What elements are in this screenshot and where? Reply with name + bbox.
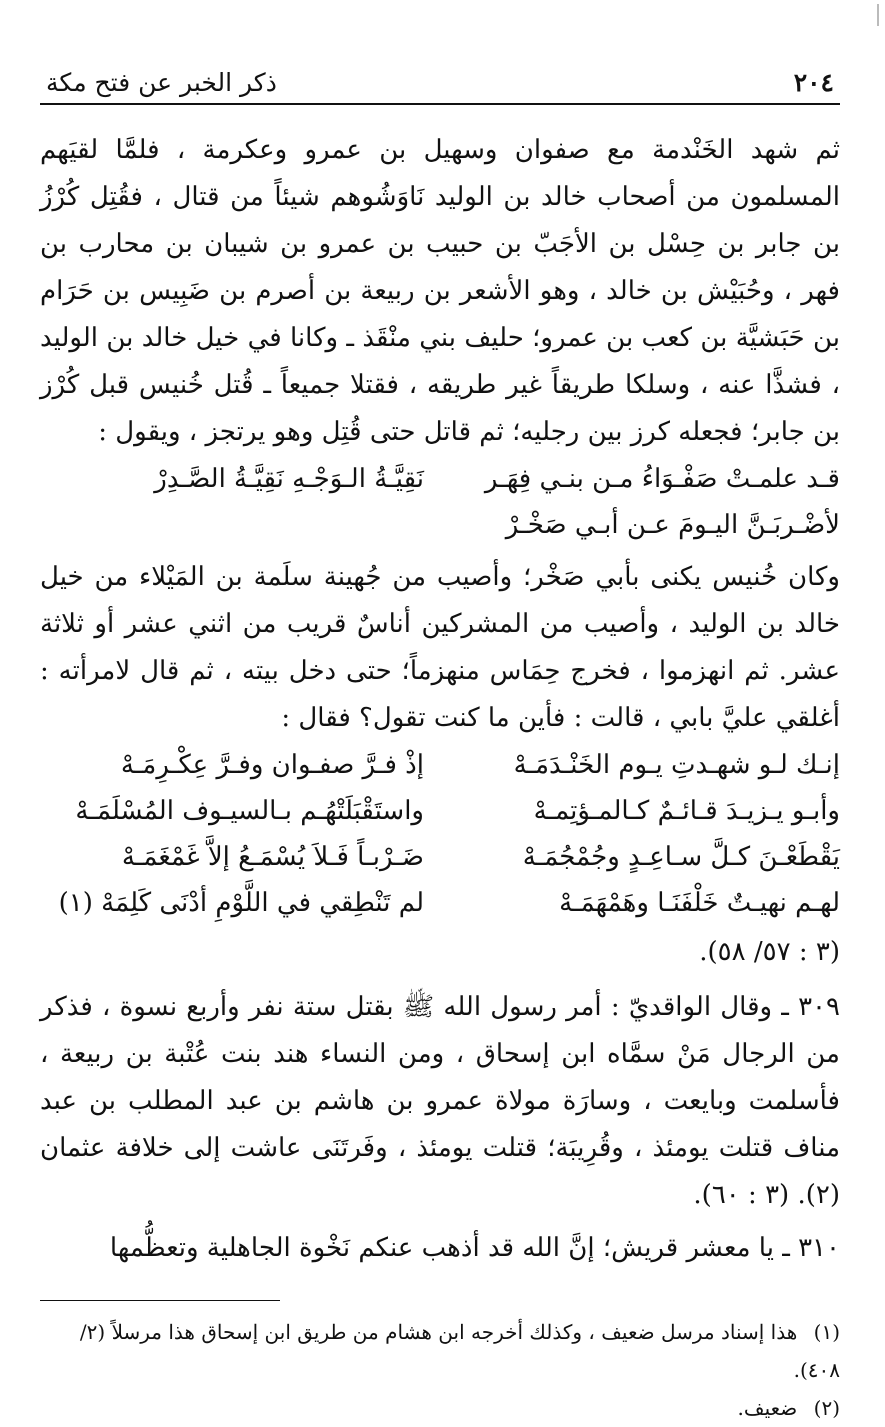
page-number: ٢٠٤ [793,68,834,97]
poem-hemistich: ضَـرْبـاً فَـلاَ يُسْمَـعُ إلاَّ غَمْغَمَـهْ [121,842,424,872]
running-title: ذكر الخبر عن فتح مكة [46,68,277,97]
poem-line [40,788,840,834]
paragraph-309: ٣٠٩ ـ وقال الواقديّ : أمر رسول الله ﷺ بقتل ستة نفر وأربع نسوة ، فذكر من الرجال مَنْ سمَّاه ابن إسحاق ، ومن النساء هند بنت عُتْبة بن ربيعة ، فأسلمت وبايعت ، وسارَة مولاة عمرو بن هاشم بن عبد المطلب بن عبد مناف قتلت يومئذ ، وقُرِيبَة؛ قتلت يومئذ ، وفَرتَنَى عاشت إلى خلافة عثمان (٢). (٣ : ٦٠). [40,992,840,1210]
book-page [40,68,840,1427]
footnote-text: ضعيف. [737,1396,798,1420]
footnote-item [40,1389,840,1427]
page-header [40,68,840,105]
poem-hemistich: لهـم نهيـتٌ خَلْفَنَـا وهَمْهَمَـهْ [559,888,840,918]
paragraph-khunais: وكان خُنيس يكنى بأبي صَخْر؛ وأصيب من جُهينة سلَمة بن المَيْلاء من خيل خالد بن الوليد ، وأصيب من المشركين أناسٌ قريب من اثني عشر أو ثلاثة عشر. ثم انهزموا ، فخرج حِمَاس منهزماً؛ حتى دخل بيته ، ثم قال لامرأته : أغلقي عليَّ بابي ، قالت : فأين ما كنت تقول؟ فقال : [40,562,840,733]
poem-line [40,880,840,926]
citation-reference: (٣ : ٥٧/ ٥٨). [699,937,840,967]
footnotes [40,1313,840,1427]
footnote-number: (٢) [813,1396,840,1420]
verse-hemistich: قـد علمـتْ صَفْـوَاءُ مـن بنـي فِهَـر [484,464,840,494]
poem-hemistich: واستَقْبَلَتْهُـم بـالسيـوف المُسْلَمَـهْ [75,796,424,826]
verse-rajaz [40,456,840,548]
verse-line [40,456,840,502]
poem-line [40,742,840,788]
page-edge-mark [877,4,879,26]
verse-hemistich: نَقِيَّـةُ الـوَجْـهِ نَقِيَّـةُ الصَّـدِرْ [154,464,424,494]
footnote-text: هذا إسناد مرسل ضعيف ، وكذلك أخرجه ابن هشام من طريق ابن إسحاق هذا مرسلاً (٢/ ٤٠٨). [79,1320,840,1382]
footnote-item [40,1313,840,1389]
verse-line: لأضْـربَـنَّ اليـومَ عـن أبـي صَخْـرْ [505,510,840,540]
paragraph-khandama: ثم شهد الخَنْدمة مع صفوان وسهيل بن عمرو وعكرمة ، فلمَّا لقيَهم المسلمون من أصحاب خالد بن الوليد نَاوَشُوهم شيئاً من قتال ، فقُتِل كُرْزُ بن جابر بن حِسْل بن الأجَبّ بن حبيب بن عمرو بن شيبان بن محارب بن فهر ، وحُبَيْش بن خالد ، وهو الأشعر بن ربيعة بن أصرم بن ضَبِيس بن حَرَام بن حَبَشيَّة بن كعب بن عمرو؛ حليف بني منْقَذ ـ وكانا في خيل خالد بن الوليد ، فشذَّا عنه ، وسلكا طريقاً غير طريقه ، فقتلا جميعاً ـ قُتل خُنيس قبل كُرْز بن جابر؛ فجعله كرز بين رجليه؛ ثم قاتل حتى قُتِل وهو يرتجز ، ويقول : [40,135,840,447]
poem-hemistich: لم تَنْطِقي في اللَّوْمِ أدْنَى كَلِمَهْ (١) [58,888,424,918]
poem-hemistich: يَقْطَعْـنَ كـلَّ سـاعِـدٍ وجُمْجُمَـهْ [522,842,840,872]
main-text [40,127,840,1272]
poem-khandama [40,742,840,926]
poem-hemistich: إذْ فـرَّ صفـوان وفـرَّ عِكْـرِمَـهْ [120,750,424,780]
poem-hemistich: وأبـو يـزيـدَ قـائـمٌ كـالمـؤتِمـهْ [533,796,840,826]
poem-hemistich: إنـك لـو شهـدتِ يـوم الخَنْـدَمَـهْ [513,750,840,780]
footnote-divider [40,1300,280,1301]
paragraph-310: ٣١٠ ـ يا معشر قريش؛ إنَّ الله قد أذهب عنكم نَخْوة الجاهلية وتعظُّمها [109,1233,840,1263]
footnote-number: (١) [813,1320,840,1344]
poem-line [40,834,840,880]
